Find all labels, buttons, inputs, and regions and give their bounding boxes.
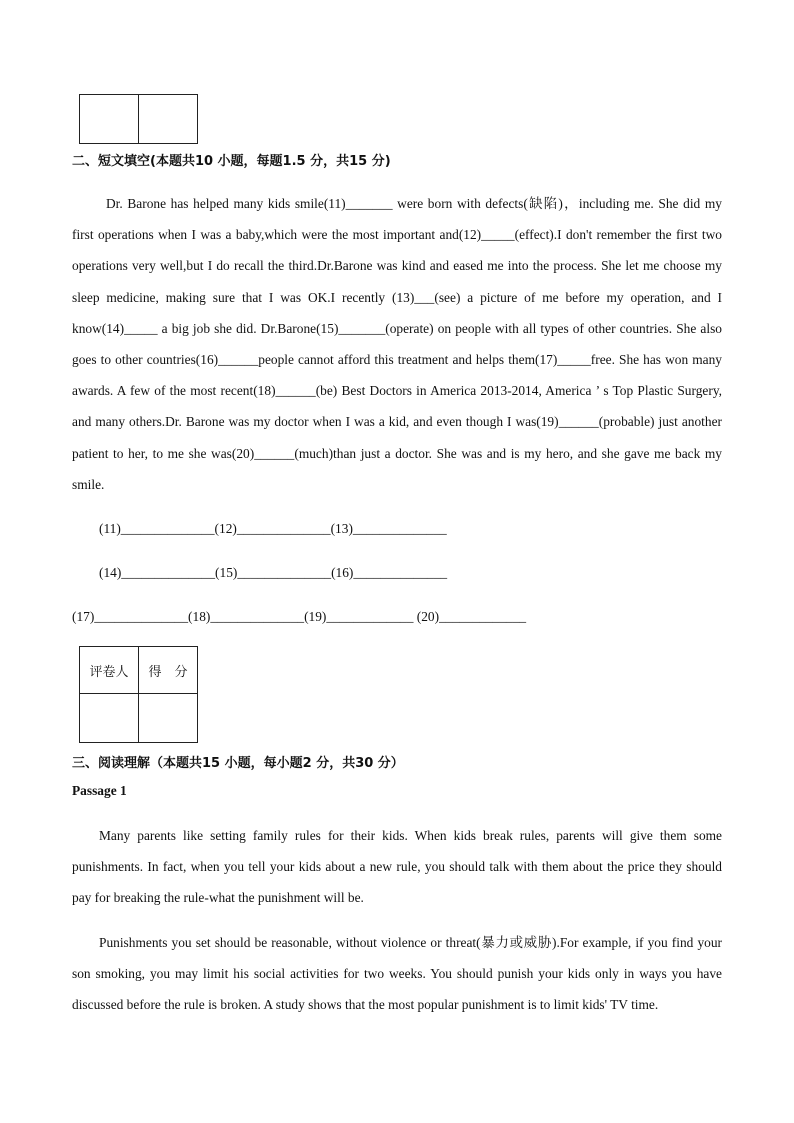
passage1-paragraph-1: Many parents like setting family rules for their kids. When kids break rules, parents will give them some punishments. In fact, when you tell your kids about a new rule, you should talk with them about the price they should pay for breaking the rule-what the punishment will be. [72, 828, 722, 906]
section3-heading: 三、阅读理解（本题共15 小题，每小题2 分，共30 分） [72, 756, 404, 771]
score-cell-score [139, 95, 198, 144]
grader-cell [80, 694, 139, 743]
score-table-top [79, 94, 198, 144]
section2-passage: Dr. Barone has helped many kids smile(11)_______ were born with defects(缺陷)，including me. She did my first operations when I was a baby,which were the most important and(12)_____(effect).I don't remember the first two operations very well,but I do recall the third.Dr.Barone was kind and eased me into the process. She let me choose my sleep medicine, making sure that I was OK.I recently (13)___(see) a picture of me before my operation, and I know(14)_____ a big job she did. Dr.Barone(15)_______(operate) on people with all types of other countries. She also goes to other countries(16)______people cannot afford this treatment and helps them(17)_____free. She has won many awards. A few of the most recent(18)______(be) Best Doctors in America 2013-2014, America ’ s Top Plastic Surgery, and many others.Dr. Barone was my doctor when I was a kid, and even though I was(19)______(probable) just another patient to her, to me she was(20)______(much)than just a doctor. She was and is my hero, and she gave me back my smile. [72, 196, 722, 492]
score-cell-grader [80, 95, 139, 144]
score-header: 得 分 [139, 647, 198, 694]
score-cell [139, 694, 198, 743]
passage-label: Passage 1 [72, 783, 127, 798]
answer-line-3: (17)______________(18)______________(19)_____________ (20)_____________ [72, 609, 527, 624]
section2-heading: 二、短文填空(本题共10 小题，每题1.5 分，共15 分) [72, 154, 391, 169]
answer-line-2: (14)______________(15)______________(16)______________ [99, 565, 448, 580]
passage1-paragraph-2: Punishments you set should be reasonable, without violence or threat(暴力或威胁).For example, if you find your son smoking, you may limit his social activities for two weeks. You should punish your kids only in ways you have discussed before the rule is broken. A study shows that the most popular punishment is to limit kids' TV time. [72, 935, 722, 1013]
score-table-section3 [79, 646, 198, 743]
answer-line-1: (11)______________(12)______________(13)______________ [99, 521, 447, 536]
grader-header: 评卷人 [80, 647, 139, 694]
